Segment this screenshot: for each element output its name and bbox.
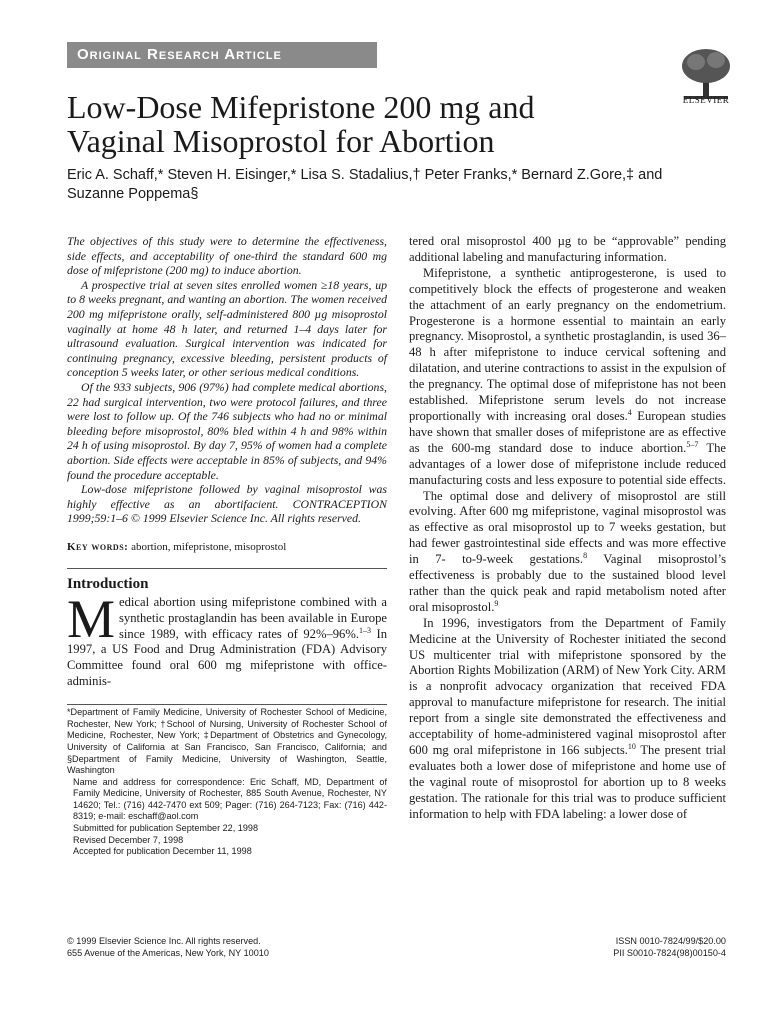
body-paragraph: tered oral misoprostol 400 µg to be “approvable” pending additional labeling and manufacturing information.: [409, 234, 726, 264]
correspondence-footnote: Name and address for correspondence: Eric Schaff, MD, Department of Family Medicine, University of Rochester, 885 South Avenue, Rochester, NY 14620; Tel.: (716) 442-7470 ext 509; Pager: (716) 264-7123; Fax: (716) 442-8319; e-mail: eschaff@aol.com: [73, 776, 387, 822]
citation: 10: [627, 741, 636, 751]
authors-line-1: Eric A. Schaff,* Steven H. Eisinger,* Lisa S. Stadalius,† Peter Franks,* Bernard Z.Gore,‡ and: [67, 167, 663, 183]
publisher-address: 655 Avenue of the Americas, New York, NY 10010: [67, 947, 269, 958]
author-list: [67, 166, 727, 204]
identifier-footer: [520, 936, 726, 959]
drop-cap: M: [67, 588, 116, 649]
abstract-paragraph: A prospective trial at seven sites enrolled women ≥18 years, up to 8 weeks pregnant, and wanting an abortion. The women received 200 mg mifepristone orally, self-administered 800 µg misoprostol vaginally at home 48 h later, and returned 1–4 days later for ultrasound evaluation. Surgical intervention was indicated for continuing pregnancy, excessive bleeding, persistent products of conception 5 weeks later, or other serious medical conditions.: [67, 277, 387, 380]
section-divider: [67, 568, 387, 569]
footnotes: [67, 704, 387, 858]
keywords-label: Key words:: [67, 540, 129, 553]
article-type-banner: Original Research Article: [67, 42, 377, 68]
abstract: [67, 234, 387, 526]
copyright-line: © 1999 Elsevier Science Inc. All rights reserved.: [67, 936, 261, 946]
intro-paragraph: Medical abortion using mifepristone combined with a synthetic prostaglandin has been available in Europe since 1989, with efficacy rates of 92%–96%.$^{1-3}$ In 1997, a US Food and Drug Administration (FDA) Advisory Committee found oral 600 mg mifepristone with office-adminis-: [67, 588, 388, 689]
body-paragraph: Mifepristone, a synthetic antiprogesterone, is used to competitively block the effects of progesterone and weaken the attachment of an early pregnancy on the endometrium. Progesterone is a hormone essential to maintain an early pregnancy. Misoprostol, a synthetic prostaglandin, is used 36–48 h after mifepristone to induce cervical softening and dilatation, and uterine contractions to assist in the expulsion of the pregnancy. The optimal dose of mifepristone has not been established. Mifepristone serum levels do not increase proportionally with increasing oral doses.$^4$ European studies have shown that smaller doses of mifepristone are as effective as the 600-mg standard dose to induce abortion.$^{5-7}$ The advantages of a lower dose of mifepristone include reduced manufacturing costs and less exposure to potential side effects.: [409, 265, 726, 487]
affiliations-footnote: *Department of Family Medicine, University of Rochester School of Medicine, Rochester, New York; †School of Nursing, University of Rochester School of Medicine, Rochester, New York; ‡Department of Obstetrics and Gynecology, University of California at San Francisco, San Francisco, California; and §Department of Family Medicine, University of Washington, Seattle, Washington: [67, 707, 387, 776]
publisher-name: ELSEVIER: [682, 95, 730, 105]
accepted-date: Accepted for publication December 11, 1998: [73, 846, 252, 857]
title-line-2: Vaginal Misoprostol for Abortion: [67, 123, 495, 159]
body-paragraph: The optimal dose and delivery of misoprostol are still evolving. After 600 mg mifepristone, vaginal misoprostol was as effective as oral misoprostol up to 7 weeks gestation, but had fewer gastrointestinal side effects and was more effective in 7- to-9-week gestations.$^8$ Vaginal misoprostol’s effectiveness is probably due to the sustained blood level rather than the quick peak and rapid metabolism noted after oral misoprostol.$^9$: [409, 488, 726, 614]
keywords: [67, 540, 387, 556]
section-heading-introduction: Introduction: [67, 575, 149, 592]
citation: 4: [627, 407, 632, 417]
citation: 8: [583, 550, 588, 560]
abstract-paragraph: The objectives of this study were to determine the effectiveness, side effects, and acceptability of one-third the standard 600 mg dose of mifepristone (200 mg) to induce abortion.: [67, 234, 387, 278]
citation: 1–3: [358, 625, 371, 635]
submitted-date: Submitted for publication September 22, 1998: [73, 823, 259, 834]
article-title: [67, 90, 667, 158]
right-column: [409, 234, 726, 823]
authors-line-2: Suzanne Poppema§: [67, 186, 199, 202]
title-line-1: Low-Dose Mifepristone 200 mg and: [67, 89, 535, 125]
citation: 5–7: [686, 439, 699, 449]
copyright-footer: [67, 936, 367, 959]
pii: PII S0010-7824(98)00150-4: [613, 947, 726, 958]
body-paragraph: In 1996, investigators from the Department of Family Medicine at the University of Rochester initiated the second US multicenter trial with mifepristone sponsored by the Abortion Rights Mobilization (ARM) of New York City. ARM is a nonprofit advocacy organization that received FDA approval to manufacture mifepristone for research. The initial report from a single site demonstrated the effectiveness and acceptability of home-administered vaginal misoprostol after 600 mg oral mifepristone in 166 subjects.$^{10}$ The present trial evaluates both a lower dose of mifepristone and home use of the vaginal route of misoprostol for abortion up to 8 weeks gestation. The rationale for this trial was to produce sufficient information to help with FDA labeling: a lower dose of: [409, 615, 726, 821]
revised-date: Revised December 7, 1998: [73, 834, 184, 845]
issn: ISSN 0010-7824/99/$20.00: [615, 936, 726, 946]
left-column: [67, 234, 387, 858]
abstract-paragraph: Low-dose mifepristone followed by vaginal misoprostol was highly effective as an abortifacient. CONTRACEPTION 1999;59:1–6 © 1999 Elsevier Science Inc. All rights reserved.: [67, 482, 387, 526]
abstract-paragraph: Of the 933 subjects, 906 (97%) had complete medical abortions, 22 had surgical intervention, two were protocol failures, and three were lost to follow up. Of the 746 subjects who had no or minimal bleeding before misoprostol, 80% bled within 4 h and 98% within 24 h of using misoprostol. By day 7, 95% of women had a complete abortion. Side effects were acceptable in 85% of subjects, and 94% found the procedure acceptable.: [67, 379, 387, 482]
keywords-value: abortion, mifepristone, misoprostol: [131, 540, 287, 553]
citation: 9: [494, 598, 499, 608]
